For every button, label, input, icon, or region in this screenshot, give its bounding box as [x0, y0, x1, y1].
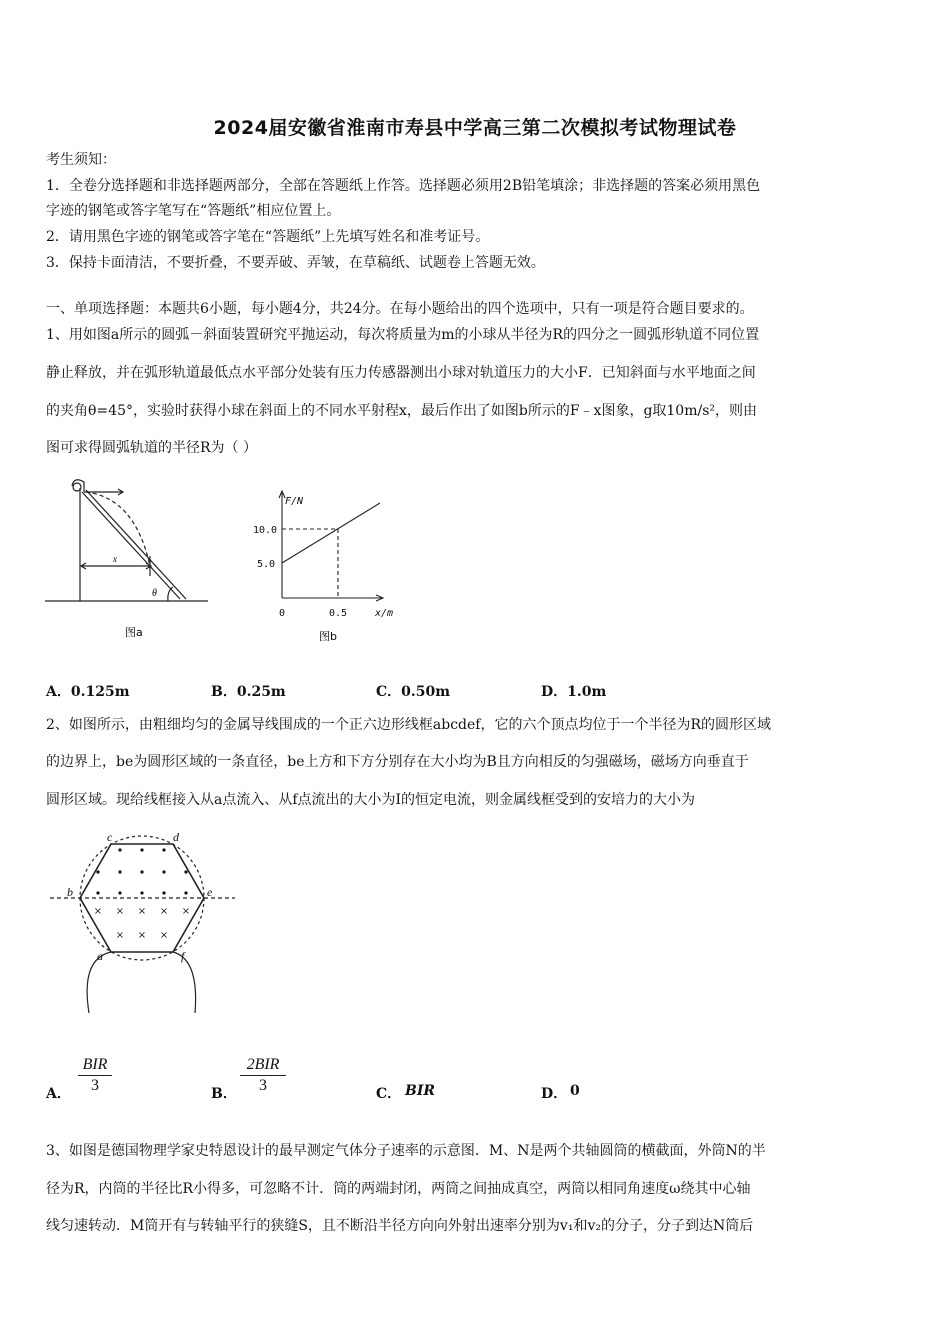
q2-option-b-fraction: [240, 1056, 286, 1095]
q2-option-a-fraction: [78, 1056, 112, 1095]
q2-option-a-label: A．: [46, 1086, 71, 1102]
notice-item-3: 3．保持卡面清洁，不要折叠，不要弄破、弄皱，在草稿纸、试题卷上答题无效。: [46, 255, 545, 271]
q1-text-line-3: 的夹角θ=45°，实验时获得小球在斜面上的不同水平射程x，最后作出了如图b所示的F﹣x图象，g取10m/s²，则由: [46, 403, 758, 419]
svg-text:×: ×: [159, 930, 169, 941]
q2-figure: [45, 828, 240, 1013]
q3-text-line-3: 线匀速转动．M筒开有与转轴平行的狭缝S，且不断沿半径方向向外射出速率分别为v₁和v₂的分子，分子到达N筒后: [46, 1218, 754, 1234]
svg-text:×: ×: [159, 906, 169, 917]
svg-text:×: ×: [115, 906, 125, 917]
q1-fig-a-caption: 图a: [125, 626, 143, 639]
notice-item-1: 1．全卷分选择题和非选择题两部分，全部在答题纸上作答。选择题必须用2B铅笔填涂；非选择题的答案必须用黑色: [46, 178, 761, 194]
q1-figure-b: [245, 480, 420, 650]
q2-text-line-2: 的边界上，be为圆形区域的一条直径，be上方和下方分别存在大小均为B且方向相反的匀强磁场，磁场方向垂直于: [46, 754, 749, 770]
q1-option-c: C．0.50m: [376, 684, 451, 700]
page-title: 2024届安徽省淮南市寿县中学高三第二次模拟考试物理试卷: [213, 117, 737, 139]
q1-fig-b-caption: 图b: [319, 630, 337, 643]
q2-vertex-d: d: [173, 830, 179, 844]
q1-fig-a-angle-label: θ: [152, 588, 157, 599]
q2-option-b-denominator: 3: [259, 1077, 267, 1094]
q1-fig-b-xtick-05: 0.5: [329, 608, 348, 619]
q2-option-c-text: BIR: [405, 1083, 436, 1099]
q2-vertex-e: e: [207, 885, 213, 899]
notice-heading: 考生须知：: [46, 152, 116, 168]
q2-option-a-denominator: 3: [91, 1077, 99, 1094]
svg-text:×: ×: [137, 930, 147, 941]
q1-figure-a: [40, 470, 215, 650]
q1-fig-b-xtick-0: 0: [279, 608, 286, 619]
q1-option-a: A．0.125m: [46, 684, 130, 700]
q2-option-d-label: D．: [541, 1086, 568, 1102]
svg-text:×: ×: [181, 906, 191, 917]
q2-option-b-numerator: 2BIR: [246, 1056, 280, 1073]
q3-text-line-1: 3、如图是德国物理学家史特恩设计的最早测定气体分子速率的示意图．M、N是两个共轴圆筒的横截面，外筒N的半: [46, 1143, 766, 1159]
q1-option-d: D．1.0m: [541, 684, 607, 700]
section-heading: 一、单项选择题：本题共6小题，每小题4分，共24分。在每小题给出的四个选项中，只有一项是符合题目要求的。: [46, 301, 754, 317]
notice-item-1-cont: 字迹的钢笔或答字笔写在“答题纸”相应位置上。: [46, 203, 341, 219]
notice-item-2: 2．请用黑色字迹的钢笔或答字笔在“答题纸”上先填写姓名和准考证号。: [46, 229, 490, 245]
q1-option-b: B．0.25m: [211, 684, 286, 700]
q1-text-line-1: 1、用如图a所示的圆弧－斜面装置研究平抛运动，每次将质量为m的小球从半径为R的四分之一圆弧形轨道不同位置: [46, 327, 760, 343]
q2-option-d-text: 0: [570, 1083, 580, 1099]
q2-option-a-numerator: BIR: [82, 1056, 108, 1073]
q2-vertex-c: c: [107, 830, 113, 844]
q2-vertex-a: a: [97, 949, 103, 963]
q2-vertex-f: f: [181, 949, 185, 963]
q1-fig-b-ytick-5: 5.0: [257, 559, 276, 570]
q2-text-line-3: 圆形区域。现给线框接入从a点流入、从f点流出的大小为I的恒定电流，则金属线框受到的安培力的大小为: [46, 792, 696, 808]
svg-text:×: ×: [137, 906, 147, 917]
svg-text:×: ×: [115, 930, 125, 941]
q1-text-line-4: 图可求得圆弧轨道的半径R为（ ）: [46, 440, 257, 456]
q2-option-c-label: C．: [376, 1086, 402, 1102]
q1-fig-a-x-label: x: [113, 554, 117, 564]
q3-text-line-2: 径为R，内筒的半径比R小得多，可忽略不计．筒的两端封闭，两筒之间抽成真空，两筒以相同角速度ω绕其中心轴: [46, 1181, 751, 1197]
q1-fig-b-ylabel: F/N: [285, 496, 304, 507]
q2-option-b-label: B．: [211, 1086, 237, 1102]
q2-vertex-b: b: [67, 885, 73, 899]
q1-fig-b-xlabel: x/m: [375, 608, 394, 619]
q1-fig-b-ytick-10: 10.0: [253, 525, 278, 536]
svg-text:×: ×: [93, 906, 103, 917]
q2-text-line-1: 2、如图所示，由粗细均匀的金属导线围成的一个正六边形线框abcdef，它的六个顶点均位于一个半径为R的圆形区域: [46, 717, 772, 733]
q1-text-line-2: 静止释放，并在弧形轨道最低点水平部分处装有压力传感器测出小球对轨道压力的大小F．已知斜面与水平地面之间: [46, 365, 756, 381]
